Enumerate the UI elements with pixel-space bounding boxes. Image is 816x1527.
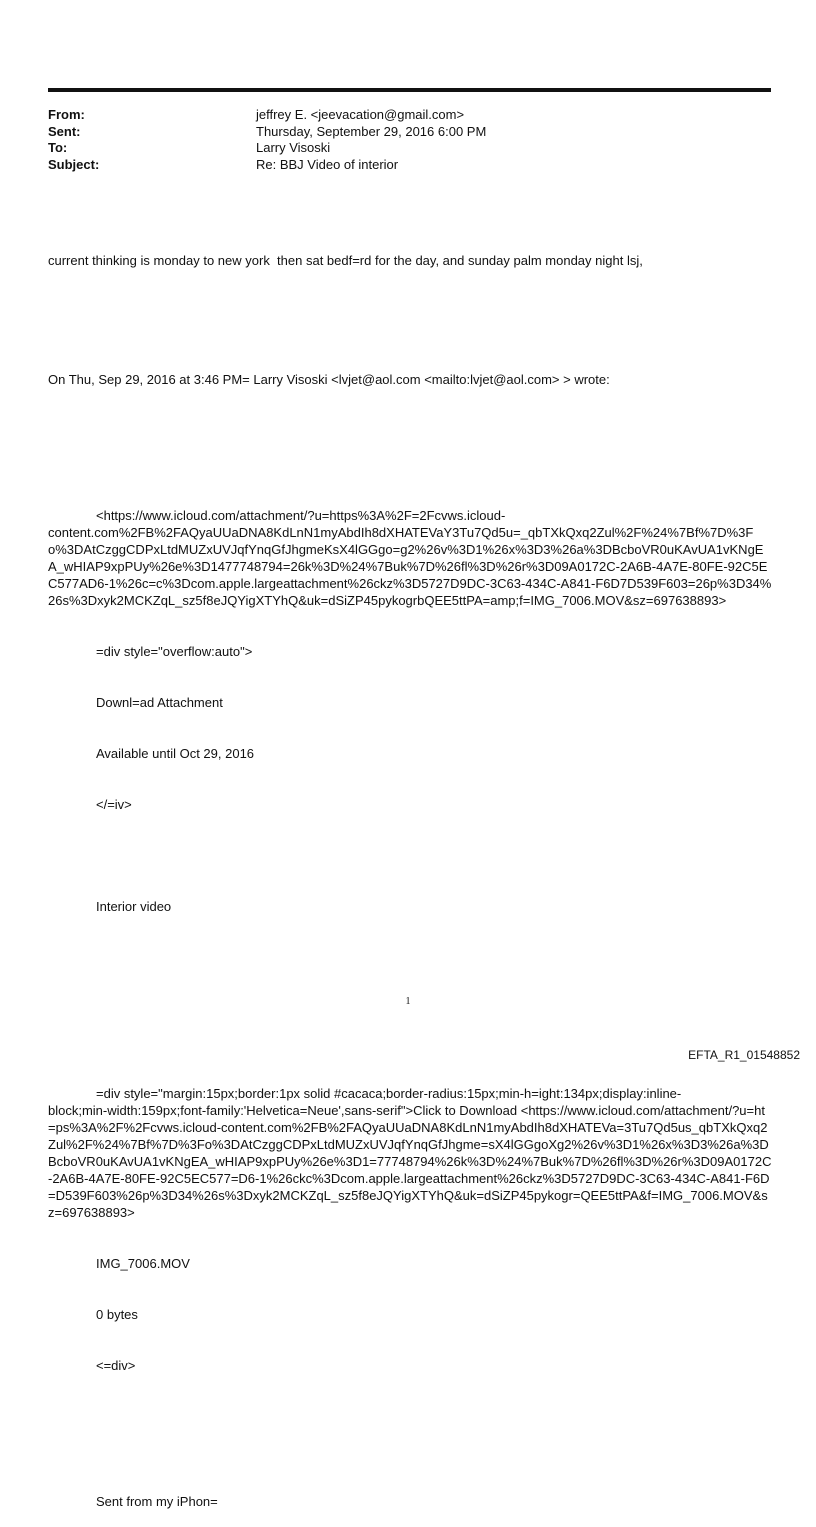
from-value: jeffrey E. <jeevacation@gmail.com>	[256, 107, 465, 122]
subject-row	[48, 157, 768, 174]
div2-close-line: <=div>	[96, 1358, 136, 1373]
subject-label: Subject:	[48, 156, 100, 172]
to-value: Larry Visoski	[256, 140, 331, 155]
page-number: 1	[405, 996, 411, 1007]
download-attachment-text: Downl=ad Attachment	[96, 695, 223, 710]
filename-text: IMG_7006.MOV	[96, 1256, 190, 1271]
from-label: From:	[48, 107, 85, 122]
attachment-link-1-start: <https://www.icloud.com/attachment/?u=https%3A%2F=2Fcvws.icloud-	[96, 508, 506, 523]
email-header	[48, 107, 768, 173]
header-rule	[48, 88, 771, 92]
subject-value: Re: BBJ Video of interior	[256, 156, 399, 172]
attachment-link-2	[48, 1085, 772, 1221]
to-row	[48, 140, 768, 157]
sent-row	[48, 124, 768, 141]
interior-video-text: Interior video	[96, 899, 172, 914]
quote-intro: On Thu, Sep 29, 2016 at 3:46 PM= Larry Visoski <lvjet@aol.com <mailto:lvjet@aol.com> > wrote:	[48, 372, 610, 387]
div2-rest: block;min-width:159px;font-family:'Helvetica=Neue',sans-serif">Click to Download <https://www.icloud.com/attachment/?u=ht=ps%3A%2F%2Fcvws.icloud-content.com%2FB%2FAQyaUUaDNA8KdLnN1myAbdIh8dXHATEVa=3Tu7Qd5us_qbTXkQxq2Zul%2F%24%7Bf%7D%3Fo%3DAtCzggCDPxLtdMUZxUVJqfYnqGfJhgme=sX4lGGgoXg2%26v%3D1%26x%3D3%26a%3DBcboVR0uKAvUA1vKNgEA_wHIAP9xpPUy%26e%3D1=77748794%26k%3D%24%7Buk%7D%26fl%3D%26r%3D09A0172C-2A6B-4A7E-80FE-92C5EC577=D6-1%26ckc%3Dcom.apple.largeattachment%26ckz%3D5727D9DC-3C63-434C-A841-F6D=D539F603%26p%3D34%26s%3Dxyk2MCKZqL_sz5f8eJQYigXTYhQ&uk=dSiZP45pykogr=QEE5ttPA&f=IMG_7006.MOV&sz=697638893>	[48, 1103, 772, 1220]
div-close-line: </=iv>	[96, 797, 132, 812]
sent-value: Thursday, September 29, 2016 6:00 PM	[256, 123, 487, 139]
body-line-1: current thinking is monday to new york then sat bedf=rd for the day, and sunday palm monday night lsj,	[48, 253, 643, 268]
to-label: To:	[48, 140, 68, 155]
div2-start: =div style="margin:15px;border:1px solid #cacaca;border-radius:15px;min-h=ight:134px;display:inline-	[96, 1086, 682, 1101]
div-open-line: =div style="overflow:auto">	[96, 644, 253, 659]
sent-label: Sent:	[48, 123, 81, 139]
attachment-link-1	[48, 507, 772, 609]
email-body	[48, 218, 772, 1527]
signature-text: Sent from my iPhon=	[96, 1494, 218, 1509]
from-row	[48, 107, 768, 124]
filesize-text: 0 bytes	[96, 1307, 138, 1322]
attachment-link-1-rest: content.com%2FB%2FAQyaUUaDNA8KdLnN1myAbdIh8dXHATEVaY3Tu7Qd5u=_qbTXkQxq2Zul%2F%24%7Bf%7D%3Fo%3DAtCzggCDPxLtdMUZxUVJqfYnqGfJhgmeKsX4lGGgo=g2%26v%3D1%26x%3D3%26a%3DBcboVR0uKAvUA1vKNgEA_wHIAP9xpPUy%26e%3D1477748794=26k%3D%24%7Buk%7D%26fl%3D%26r%3D09A0172C-2A6B-4A7E-80FE-92C5EC577AD6-1%26c=c%3Dcom.apple.largeattachment%26ckz%3D5727D9DC-3C63-434C-A841-F6D7D539F603=26p%3D34%26s%3Dxyk2MCKZqL_sz5f8eJQYigXTYhQ&uk=dSiZP45pykogrbQEE5ttPA=amp;f=IMG_7006.MOV&sz=697638893>	[48, 525, 772, 608]
available-until-text: Available until Oct 29, 2016	[96, 746, 255, 761]
bates-number: EFTA_R1_01548852	[688, 1048, 800, 1062]
